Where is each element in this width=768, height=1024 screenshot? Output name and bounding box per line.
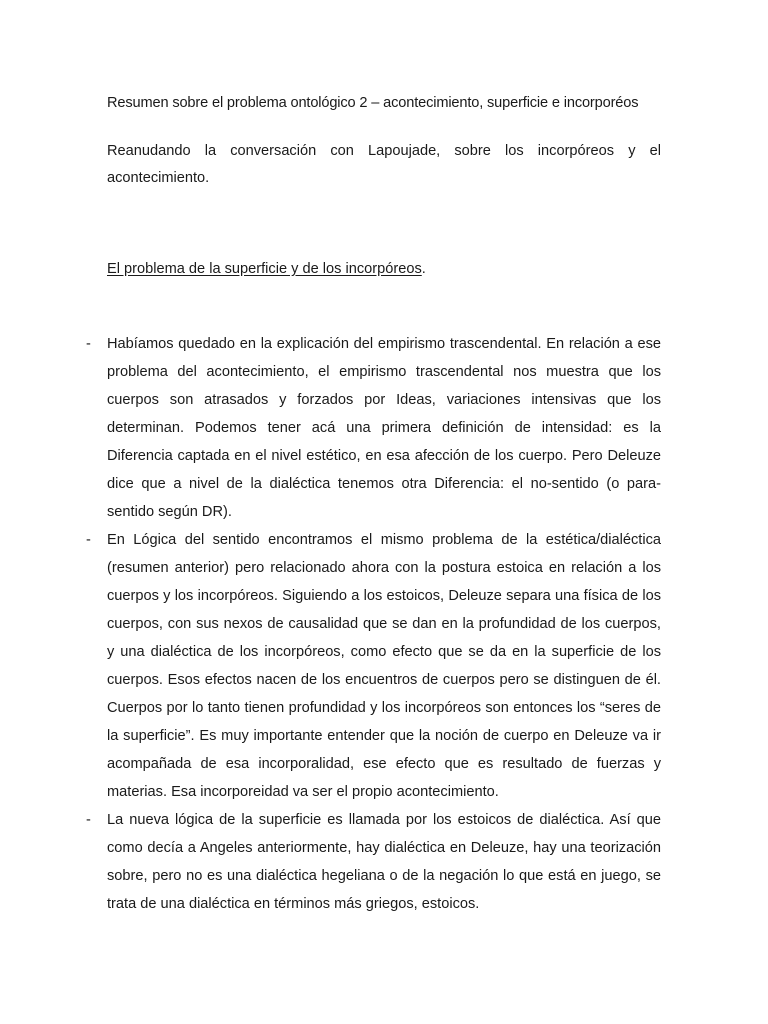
bullet-dash: - [86, 532, 91, 548]
list-item [0, 526, 661, 806]
bullet-text: La nueva lógica de la superficie es llamada por los estoicos de dialéctica. Así que como decía a Angeles anteriormente, hay dialéctica en Deleuze, hay una teorización sobre, pero no es una dialéctica hegeliana o de la negación lo que está en juego, se trata de una dialéctica en términos más griegos, estoicos. [107, 812, 661, 912]
list-item [0, 330, 661, 526]
list-item [0, 806, 661, 918]
intro-paragraph: Reanudando la conversación con Lapoujade, sobre los incorpóreos y el acontecimiento. [107, 143, 661, 186]
bullet-dash: - [86, 812, 91, 828]
section-heading-period: . [421, 261, 426, 277]
bullet-text: En Lógica del sentido encontramos el mismo problema de la estética/dialéctica (resumen anterior) pero relacionado ahora con la postura estoica en relación a los cuerpos y los incorpóreos. Siguiendo a los estoicos, Deleuze separa una física de los cuerpos, con sus nexos de causalidad que se dan en la profundidad de los cuerpos, y una dialéctica de los incorpóreos, como efecto que se da en la superficie de los cuerpos. Esos efectos nacen de los encuentros de cuerpos pero se distinguen de él. Cuerpos por lo tanto tienen profundidad y los incorpóreos son entonces los “seres de la superficie”. Es muy importante entender que la noción de cuerpo en Deleuze va ir acompañada de esa incorporalidad, ese efecto que es resultado de fuerzas y materias. Esa incorporeidad va ser el propio acontecimiento. [107, 532, 661, 800]
document-title: Resumen sobre el problema ontológico 2 – acontecimiento, superficie e incorporéos [107, 95, 639, 111]
bullet-list [0, 330, 768, 918]
section-heading [107, 259, 426, 279]
section-heading-text: El problema de la superficie y de los incorpóreos [107, 261, 422, 277]
bullet-dash: - [86, 336, 91, 352]
bullet-text: Habíamos quedado en la explicación del empirismo trascendental. En relación a ese problema del acontecimiento, el empirismo trascendental nos muestra que los cuerpos son atrasados y forzados por Ideas, variaciones intensivas que los determinan. Podemos tener acá una primera definición de intensidad: es la Diferencia captada en el nivel estético, en esa afección de los cuerpo. Pero Deleuze dice que a nivel de la dialéctica tenemos otra Diferencia: el no-sentido (o para-sentido según DR). [107, 336, 661, 520]
